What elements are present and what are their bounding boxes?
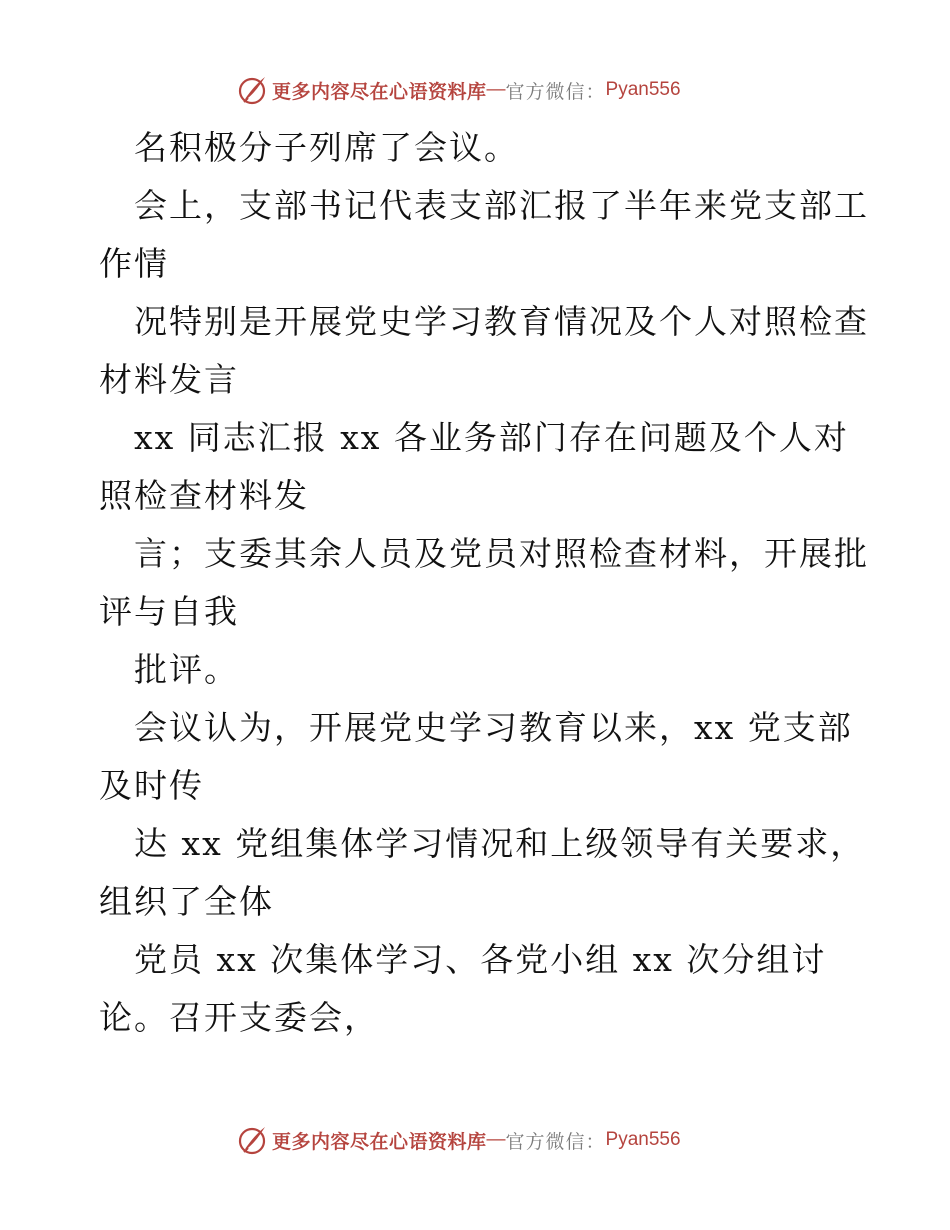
body-line-9: 评与自我 — [99, 592, 239, 631]
body-line-12: 及时传 — [99, 766, 204, 805]
body-line-13: 达 xx 党组集体学习情况和上级领导有关要求， — [134, 824, 866, 863]
body-line-14: 组织了全体 — [99, 882, 274, 921]
watermark-dash: — — [486, 1129, 506, 1150]
body-line-2: 会上，支部书记代表支部汇报了半年来党支部工 — [134, 186, 869, 225]
watermark-wechat-id: Pyan556 — [605, 1129, 681, 1150]
quill-pen-logo-icon — [236, 1124, 268, 1156]
body-line-6: xx 同志汇报 xx 各业务部门存在问题及个人对 — [134, 418, 849, 457]
watermark-brand-text: 更多内容尽在心语资料库 — [272, 80, 487, 103]
body-line-16: 论。召开支委会， — [99, 998, 379, 1037]
watermark-dash: — — [486, 79, 506, 100]
body-line-8: 言；支委其余人员及党员对照检查材料，开展批 — [134, 534, 869, 573]
watermark-label: 官方微信： — [505, 81, 606, 103]
watermark-brand-text: 更多内容尽在心语资料库 — [272, 1130, 487, 1153]
body-line-11: 会议认为，开展党史学习教育以来，xx 党支部 — [134, 708, 853, 747]
body-line-15: 党员 xx 次集体学习、各党小组 xx 次分组讨 — [134, 940, 827, 979]
body-line-5: 材料发言 — [99, 360, 239, 399]
watermark-label: 官方微信： — [505, 1131, 606, 1153]
body-line-1: 名积极分子列席了会议。 — [134, 128, 519, 167]
header-watermark — [236, 73, 681, 107]
quill-pen-logo-icon — [236, 74, 268, 106]
watermark-wechat-id: Pyan556 — [605, 79, 681, 100]
footer-watermark — [236, 1123, 681, 1157]
body-line-3: 作情 — [99, 244, 169, 283]
body-line-4: 况特别是开展党史学习教育情况及个人对照检查 — [134, 302, 869, 341]
body-line-10: 批评。 — [134, 650, 239, 689]
body-line-7: 照检查材料发 — [99, 476, 309, 515]
